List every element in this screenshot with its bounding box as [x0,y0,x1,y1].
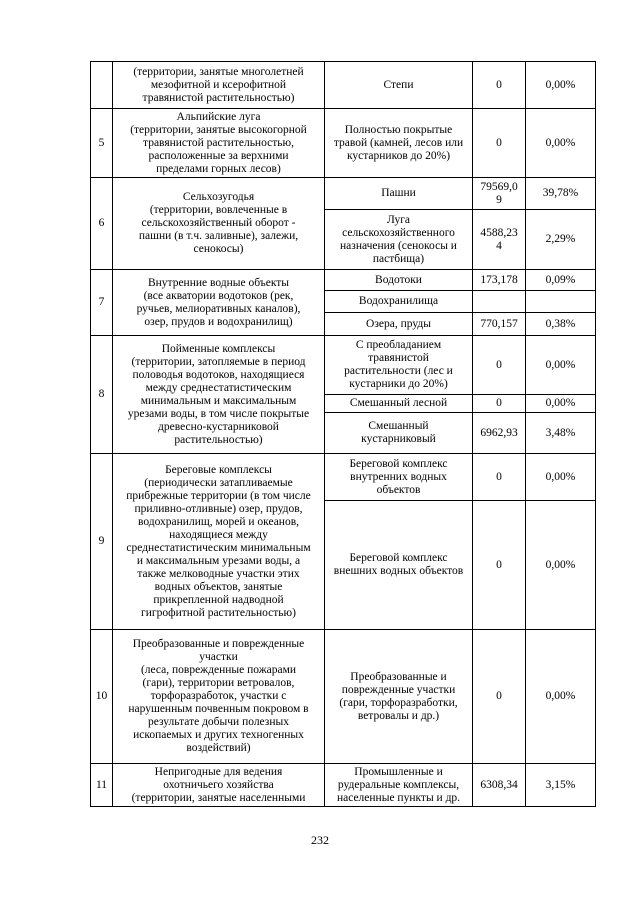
habitat-type-cell: Промышленные и рудеральные комплексы, населенные пункты и др. [325,764,473,807]
habitat-type-cell: Озера, пруды [325,313,473,336]
habitat-table-body [91,62,596,807]
area-cell: 0 [473,395,526,413]
table-row [91,764,596,807]
area-cell: 0 [473,109,526,178]
area-cell: 79569,0 9 [473,178,526,210]
habitat-type-cell: Преобразованные и поврежденные участки (гари, торфоразработки, ветровалы и др.) [325,630,473,764]
habitat-type-cell: Водохранилища [325,291,473,313]
percent-cell: 0,00% [526,336,596,395]
area-cell: 6308,34 [473,764,526,807]
percent-cell: 0,00% [526,454,596,501]
habitat-type-cell: Береговой комплекс внешних водных объектов [325,501,473,630]
page-number: 232 [311,833,329,847]
table-row [91,62,596,109]
table-row [91,109,596,178]
habitat-type-cell: Пашни [325,178,473,210]
habitat-type-cell: С преобладанием травянистой растительности (лес и кустарники до 20%) [325,336,473,395]
row-number-cell: 10 [91,630,113,764]
category-cell: Преобразованные и поврежденные участки (леса, поврежденные пожарами (гари), территории ветровалов, торфоразработок, участки с нарушенным почвенным покровом в результате добычи полезных ископаемых и других техногенных воздействий) [113,630,325,764]
percent-cell: 0,00% [526,501,596,630]
area-cell: 0 [473,336,526,395]
habitat-type-cell: Луга сельскохозяйственного назначения (сенокосы и пастбища) [325,210,473,270]
table-row [91,630,596,764]
percent-cell [526,291,596,313]
category-cell: Пойменные комплексы (территории, затопляемые в период половодья водотоков, находящиеся между среднестатистическим минимальным и максимальным урезами воды, в том числе покрытые древесно-кустарниковой растительностью) [113,336,325,454]
table-row [91,336,596,395]
area-cell: 6962,93 [473,413,526,454]
percent-cell: 2,29% [526,210,596,270]
habitat-table [90,61,596,807]
row-number-cell: 7 [91,270,113,336]
percent-cell: 0,00% [526,630,596,764]
percent-cell: 39,78% [526,178,596,210]
percent-cell: 0,09% [526,270,596,291]
area-cell: 4588,23 4 [473,210,526,270]
percent-cell: 3,48% [526,413,596,454]
habitat-type-cell: Степи [325,62,473,109]
area-cell: 173,178 [473,270,526,291]
row-number-cell: 5 [91,109,113,178]
category-cell: Внутренние водные объекты (все акватории водотоков (рек, ручьев, мелиоративных каналов), озер, прудов и водохранилищ) [113,270,325,336]
area-cell: 0 [473,501,526,630]
habitat-type-cell: Смешанный лесной [325,395,473,413]
category-cell: Береговые комплексы (периодически затапливаемые прибрежные территории (в том числе приливно-отливные) озер, прудов, водохранилищ, морей и океанов, находящиеся между среднестатистическим минимальным и максимальным урезами воды, а также мелководные участки этих водных объектов, занятые прикрепленной надводной гигрофитной растительностью) [113,454,325,630]
area-cell: 770,157 [473,313,526,336]
category-cell: Альпийские луга (территории, занятые высокогорной травянистой растительностью, расположенные за верхними пределами горных лесов) [113,109,325,178]
table-row [91,270,596,291]
percent-cell: 3,15% [526,764,596,807]
habitat-type-cell: Полностью покрытые травой (камней, лесов или кустарников до 20%) [325,109,473,178]
percent-cell: 0,00% [526,395,596,413]
area-cell: 0 [473,630,526,764]
table-row [91,178,596,210]
percent-cell: 0,00% [526,62,596,109]
row-number-cell: 6 [91,178,113,270]
row-number-cell [91,62,113,109]
area-cell: 0 [473,62,526,109]
percent-cell: 0,00% [526,109,596,178]
row-number-cell: 9 [91,454,113,630]
row-number-cell: 8 [91,336,113,454]
table-row [91,454,596,501]
category-cell: (территории, занятые многолетней мезофитной и ксерофитной травянистой растительностью) [113,62,325,109]
area-cell [473,291,526,313]
row-number-cell: 11 [91,764,113,807]
percent-cell: 0,38% [526,313,596,336]
category-cell: Непригодные для ведения охотничьего хозяйства (территории, занятые населенными [113,764,325,807]
habitat-type-cell: Береговой комплекс внутренних водных объектов [325,454,473,501]
habitat-type-cell: Водотоки [325,270,473,291]
category-cell: Сельхозугодья (территории, вовлеченные в сельскохозяйственный оборот - пашни (в т.ч. заливные), залежи, сенокосы) [113,178,325,270]
habitat-type-cell: Смешанный кустарниковый [325,413,473,454]
area-cell: 0 [473,454,526,501]
